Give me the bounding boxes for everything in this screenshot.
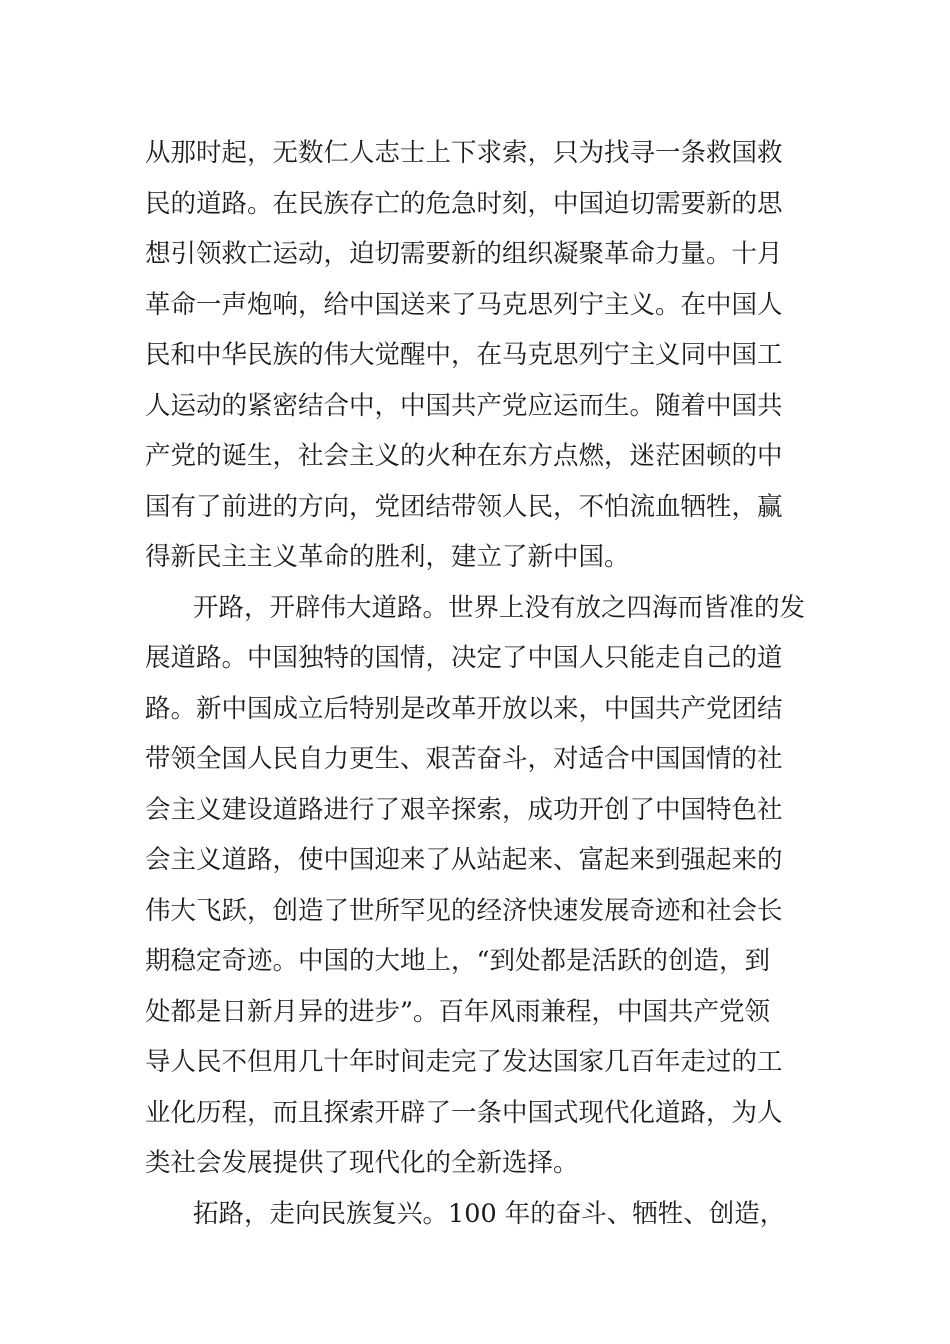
text-line: 民的道路。在民族存亡的危急时刻，中国迫切需要新的思 xyxy=(145,188,783,219)
text-line: 从那时起，无数仁人志士上下求索，只为找寻一条救国救 xyxy=(145,138,783,168)
text-line: 会主义建设道路进行了艰辛探索，成功开创了中国特色社 xyxy=(145,794,783,825)
text-line: 业化历程，而且探索开辟了一条中国式现代化道路，为人 xyxy=(145,1097,783,1128)
text-line: 得新民主主义革命的胜利，建立了新中国。 xyxy=(145,542,630,572)
text-line: 会主义道路，使中国迎来了从站起来、富起来到强起来的 xyxy=(145,845,783,875)
text-line: 处都是日新月异的进步”。百年风雨兼程，中国共产党领 xyxy=(145,996,771,1027)
text-line: 人运动的紧密结合中，中国共产党应运而生。随着中国共 xyxy=(145,390,783,421)
text-line: 路。新中国成立后特别是改革开放以来，中国共产党团结 xyxy=(145,693,783,724)
text-line: 想引领救亡运动，迫切需要新的组织凝聚革命力量。十月 xyxy=(145,239,783,269)
paragraph-start-line: 拓路，走向民族复兴。100 年的奋斗、牺牲、创造， xyxy=(193,1198,786,1229)
text-line: 伟大飞跃，创造了世所罕见的经济快速发展奇迹和社会长 xyxy=(145,895,783,926)
text-line: 带领全国人民自力更生、艰苦奋斗，对适合中国国情的社 xyxy=(145,744,783,774)
text-line: 民和中华民族的伟大觉醒中，在马克思列宁主义同中国工 xyxy=(145,340,783,370)
body-text xyxy=(145,128,810,1239)
text-line: 展道路。中国独特的国情，决定了中国人只能走自己的道 xyxy=(145,643,783,673)
paragraph-start-line: 开路，开辟伟大道路。世界上没有放之四海而皆准的发 xyxy=(193,592,806,623)
text-line: 类社会发展提供了现代化的全新选择。 xyxy=(145,1148,579,1178)
text-line: 革命一声炮响，给中国送来了马克思列宁主义。在中国人 xyxy=(145,289,783,320)
text-line: 期稳定奇迹。中国的大地上，“到处都是活跃的创造，到 xyxy=(145,946,771,976)
text-line: 国有了前进的方向，党团结带领人民，不怕流血牺牲，赢 xyxy=(145,491,783,522)
text-line: 产党的诞生，社会主义的火种在东方点燃，迷茫困顿的中 xyxy=(145,441,783,471)
text-line: 导人民不但用几十年时间走完了发达国家几百年走过的工 xyxy=(145,1047,783,1077)
